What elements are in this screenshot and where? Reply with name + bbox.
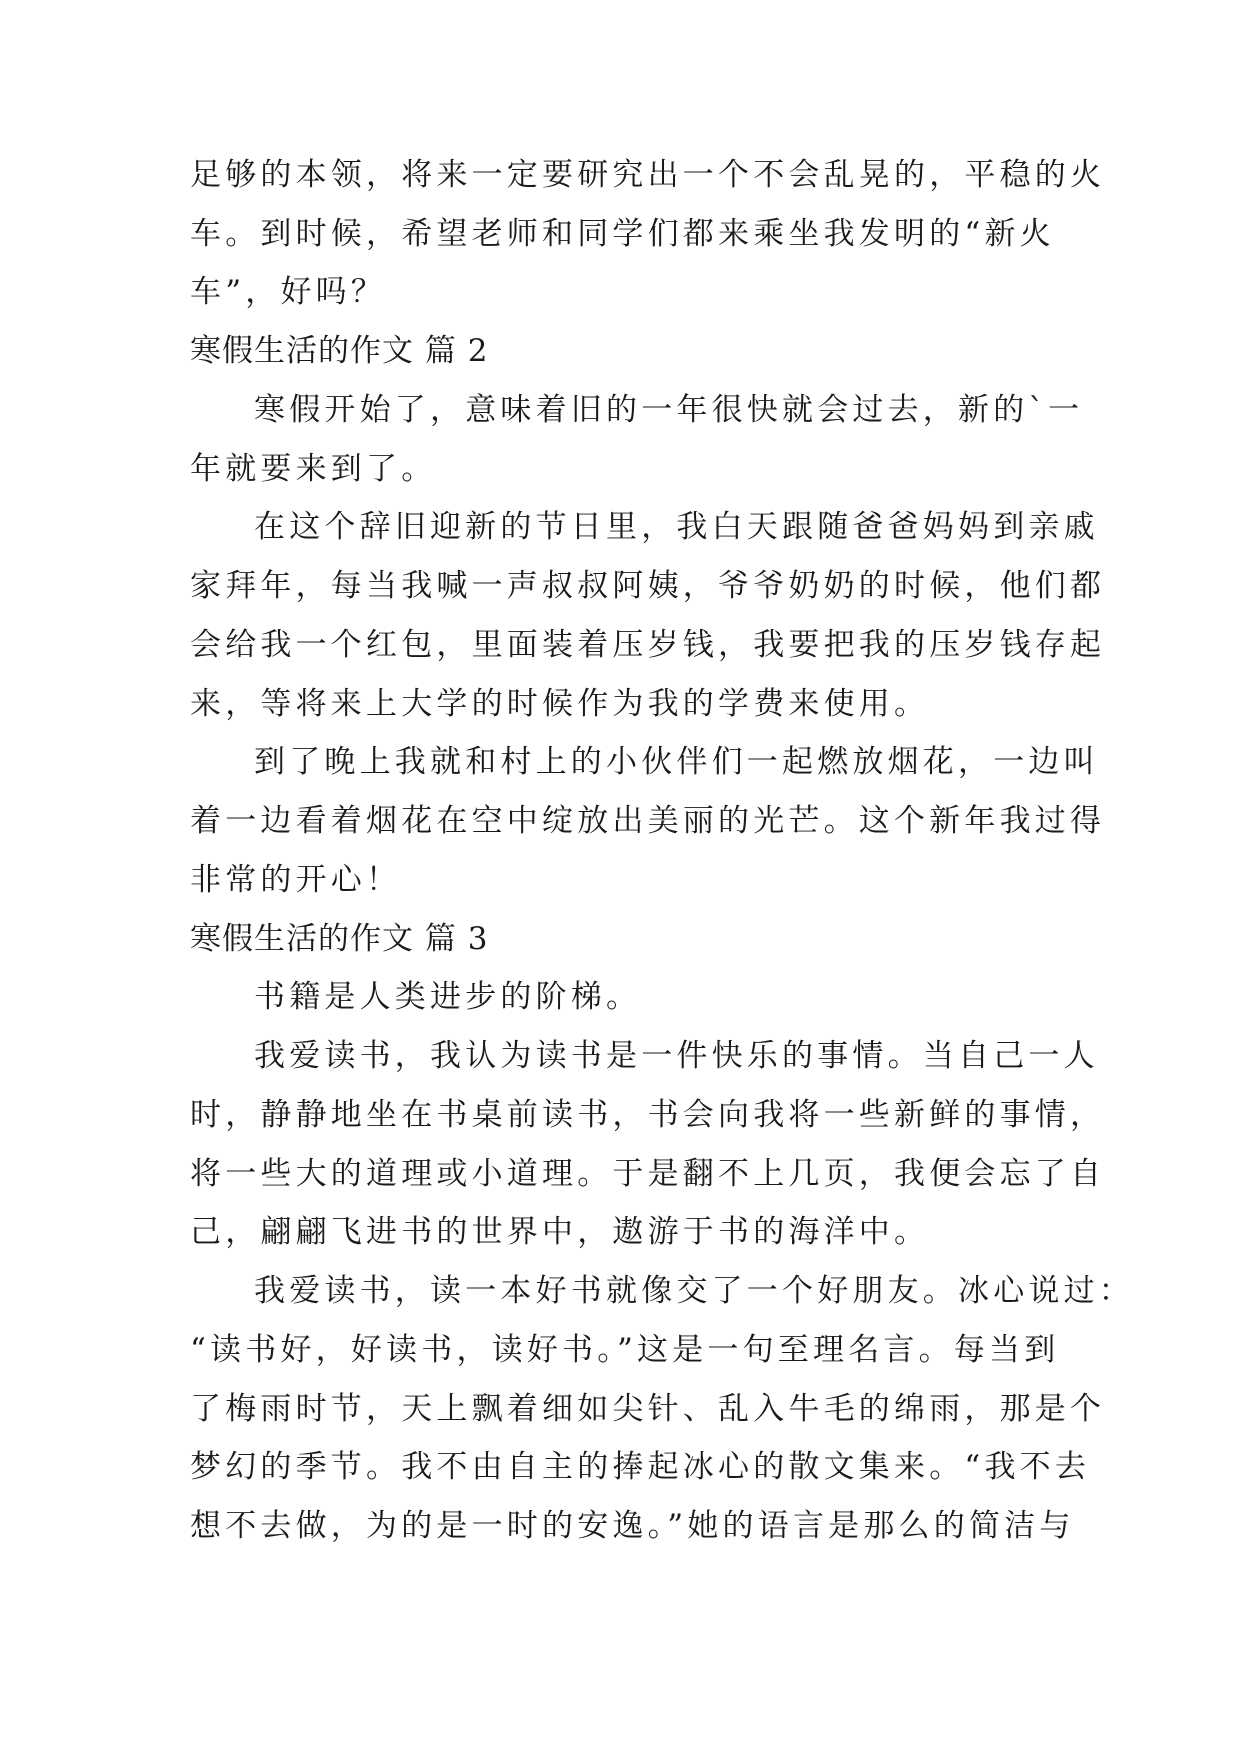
text-line: 时，静静地坐在书桌前读书，书会向我将一些新鲜的事情， — [190, 1097, 1106, 1133]
text-line: “读书好，好读书，读好书。”这是一句至理名言。每当到 — [190, 1332, 1060, 1368]
text-line: 足够的本领，将来一定要研究出一个不会乱晃的，平稳的火 — [190, 157, 1106, 193]
text-line: 车。到时候，希望老师和同学们都来乘坐我发明的“新火 — [190, 216, 1055, 252]
paragraph-first-line: 书籍是人类进步的阶梯。 — [254, 979, 642, 1015]
text-line: 想不去做，为的是一时的安逸。”她的语言是那么的简洁与 — [190, 1508, 1075, 1544]
text-line: 来，等将来上大学的时候作为我的学费来使用。 — [190, 686, 930, 722]
text-line: 车”，好吗？ — [190, 274, 387, 310]
text-line: 家拜年，每当我喊一声叔叔阿姨，爷爷奶奶的时候，他们都 — [190, 568, 1106, 604]
paragraph-first-line: 我爱读书，读一本好书就像交了一个好朋友。冰心说过： — [254, 1273, 1134, 1309]
text-line: 年就要来到了。 — [190, 451, 437, 487]
text-line: 非常的开心！ — [190, 862, 402, 898]
section-heading: 寒假生活的作文 篇 2 — [190, 333, 489, 369]
section-heading: 寒假生活的作文 篇 3 — [190, 921, 489, 957]
text-line: 梦幻的季节。我不由自主的捧起冰心的散文集来。“我不去 — [190, 1449, 1091, 1485]
text-line: 了梅雨时节，天上飘着细如尖针、乱入牛毛的绵雨，那是个 — [190, 1391, 1106, 1427]
text-line: 会给我一个红包，里面装着压岁钱，我要把我的压岁钱存起 — [190, 627, 1106, 663]
text-line: 将一些大的道理或小道理。于是翻不上几页，我便会忘了自 — [190, 1156, 1106, 1192]
paragraph-first-line: 我爱读书，我认为读书是一件快乐的事情。当自己一人 — [254, 1038, 1099, 1074]
text-line: 着一边看着烟花在空中绽放出美丽的光芒。这个新年我过得 — [190, 803, 1106, 839]
paragraph-first-line: 在这个辞旧迎新的节日里，我白天跟随爸爸妈妈到亲戚 — [254, 509, 1099, 545]
text-line: 己，翩翩飞进书的世界中，遨游于书的海洋中。 — [190, 1214, 930, 1250]
paragraph-first-line: 到了晚上我就和村上的小伙伴们一起燃放烟花，一边叫 — [254, 744, 1099, 780]
paragraph-first-line: 寒假开始了，意味着旧的一年很快就会过去，新的`一 — [254, 392, 1084, 428]
